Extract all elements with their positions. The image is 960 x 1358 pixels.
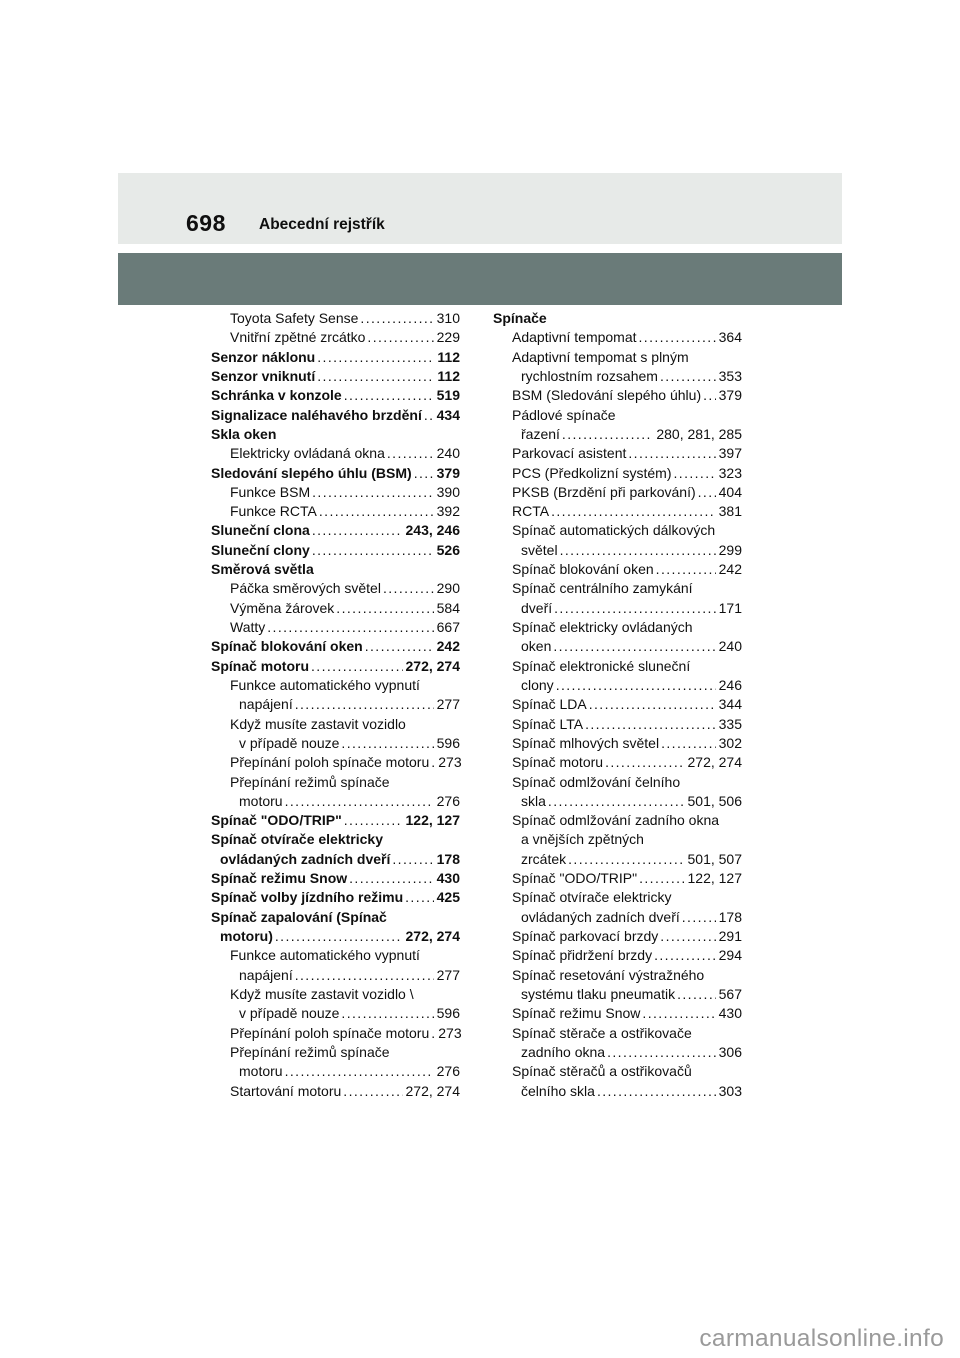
page-number: 584 [436, 599, 460, 616]
index-entry [211, 657, 460, 676]
leader-dots [336, 599, 433, 618]
leader-dots [560, 541, 716, 560]
leader-dots [607, 1043, 716, 1062]
index-entry [493, 792, 742, 811]
page-number: 501, 506 [687, 792, 742, 809]
index-entry [493, 715, 742, 734]
index-entry [493, 985, 742, 1004]
index-entry-label: motoru [239, 1063, 283, 1080]
index-entry-label: Spínač stěračů a ostřikovačů [512, 1063, 692, 1080]
index-entry-label: Senzor náklonu [211, 348, 316, 365]
leader-dots [344, 811, 403, 830]
index-entry-label: čelního skla [521, 1082, 595, 1099]
leader-dots [553, 637, 715, 656]
index-entry [211, 618, 460, 637]
index-entry [493, 966, 742, 985]
page-number: 430 [436, 870, 460, 887]
index-entry [211, 792, 460, 811]
page-title: Abecední rejstřík [259, 216, 385, 233]
index-entry-label: Toyota Safety Sense [230, 310, 359, 326]
index-entry-label: a vnějších zpětných [521, 831, 644, 848]
page-number: 381 [718, 503, 742, 520]
index-entry [211, 464, 460, 483]
page-number: 277 [436, 696, 460, 713]
index-entry-label: Adaptivní tempomat s plným [512, 348, 689, 365]
page-number: 122, 127 [687, 870, 742, 887]
index-entry [211, 541, 460, 560]
index-entry-label: Funkce RCTA [230, 503, 317, 520]
page-number: 112 [437, 348, 460, 365]
leader-dots [312, 541, 434, 560]
leader-dots [677, 985, 716, 1004]
index-columns [211, 309, 742, 1101]
page-number: 392 [436, 503, 460, 520]
leader-dots [341, 734, 433, 753]
index-entry [493, 1062, 742, 1081]
index-column-left [211, 309, 460, 1101]
index-entry [493, 618, 742, 637]
leader-dots [673, 464, 715, 483]
index-entry-label: motoru) [220, 928, 273, 944]
index-entry-label: řazení [521, 425, 560, 442]
leader-dots [367, 328, 433, 347]
index-entry [493, 386, 742, 405]
index-entry [493, 367, 742, 386]
leader-dots [360, 309, 433, 328]
page-number: 272, 274 [405, 928, 460, 944]
page-number: 273 [438, 754, 462, 771]
index-entry-label: Spínač režimu Snow [211, 870, 348, 887]
index-entry-label: Spínač parkovací brzdy [512, 928, 659, 944]
index-entry [211, 1004, 460, 1023]
page-number: 353 [718, 367, 742, 384]
page-number: 242 [436, 638, 460, 655]
page-number: 272, 274 [687, 754, 742, 771]
index-entry-label: Páčka směrových světel [230, 580, 381, 597]
index-entry-label: Watty [230, 619, 266, 635]
leader-dots [682, 908, 716, 927]
leader-dots [317, 348, 434, 367]
leader-dots [628, 444, 715, 463]
index-entry [211, 946, 460, 965]
index-entry [211, 309, 460, 328]
leader-dots [639, 328, 716, 347]
page-number: 667 [436, 619, 460, 635]
page-number: 240 [436, 445, 460, 462]
index-entry-label: Spínač zapalování (Spínač [211, 908, 387, 925]
index-entry [211, 753, 460, 772]
index-entry [211, 483, 460, 502]
index-entry-label: Signalizace naléhavého brzdění [211, 406, 422, 423]
index-entry-label: Přepínání poloh spínače motoru [230, 754, 430, 771]
index-entry [493, 502, 742, 521]
index-entry [211, 1024, 460, 1043]
page-number: 171 [718, 599, 742, 616]
leader-dots [589, 695, 716, 714]
index-entry-label: Spínač centrálního zamykání [512, 580, 693, 597]
index-entry [211, 560, 460, 579]
index-entry-label: Spínač otvírače elektricky [512, 889, 672, 906]
leader-dots [605, 753, 684, 772]
page-number: 596 [436, 1005, 460, 1022]
index-entry [493, 637, 742, 656]
leader-dots [639, 869, 684, 888]
leader-dots [556, 676, 716, 695]
leader-dots [585, 715, 716, 734]
index-entry-label: Spínač LDA [512, 696, 587, 713]
index-entry-label: Spínač "ODO/TRIP" [211, 812, 342, 829]
index-entry-label: Parkovací asistent [512, 445, 627, 462]
index-entry [211, 734, 460, 753]
leader-dots [551, 502, 716, 521]
page-number: 276 [436, 1063, 460, 1080]
leader-dots [365, 637, 434, 656]
index-entry-label: Spínač "ODO/TRIP" [512, 870, 638, 887]
index-entry-label: Vnitřní zpětné zrcátko [230, 329, 366, 346]
index-entry [211, 695, 460, 714]
index-entry [493, 1004, 742, 1023]
page-number: 390 [436, 483, 460, 500]
page-number: 425 [436, 889, 460, 906]
index-entry-label: Spínač stěrače a ostřikovače [512, 1024, 692, 1041]
leader-dots [424, 406, 434, 425]
page-number: 178 [718, 908, 742, 925]
index-entry [211, 966, 460, 985]
index-entry [211, 811, 460, 830]
page-number: 364 [718, 329, 742, 346]
leader-dots [698, 483, 716, 502]
page-number: 240 [718, 638, 742, 655]
page-number: 290 [436, 580, 460, 597]
index-entry [493, 908, 742, 927]
index-entry [493, 541, 742, 560]
index-entry [211, 773, 460, 792]
index-entry-label: Spínač automatických dálkových [512, 522, 716, 539]
page-number: 243, 246 [405, 522, 460, 539]
leader-dots [387, 444, 434, 463]
index-entry-label: Směrová světla [211, 561, 314, 578]
index-entry-label: Funkce automatického vypnutí [230, 947, 420, 964]
index-entry-label: Sluneční clony [211, 541, 310, 558]
leader-dots [344, 386, 434, 405]
index-entry [211, 676, 460, 695]
index-entry [493, 830, 742, 849]
index-entry [211, 908, 460, 927]
page-number: 303 [718, 1082, 742, 1099]
leader-dots [597, 1082, 716, 1101]
index-entry [211, 599, 460, 618]
index-entry-label: Sluneční clona [211, 522, 310, 539]
index-entry-label: Přepínání režimů spínače [230, 1043, 390, 1060]
index-entry-label: Když musíte zastavit vozidlo [230, 715, 406, 732]
index-entry [211, 830, 460, 849]
index-entry [211, 386, 460, 405]
watermark: carmanualsonline.info [699, 1325, 944, 1352]
page-number: 404 [718, 483, 742, 500]
leader-dots [311, 657, 402, 676]
index-entry [211, 425, 460, 444]
index-entry-label: Spínač blokování oken [512, 561, 654, 578]
index-entry-label: Funkce automatického vypnutí [230, 676, 420, 693]
page-number: 122, 127 [405, 812, 460, 829]
index-entry [493, 483, 742, 502]
index-entry-label: Když musíte zastavit vozidlo \ [230, 985, 414, 1002]
index-entry [493, 444, 742, 463]
leader-dots [317, 367, 434, 386]
index-entry-label: Spínač motoru [512, 754, 604, 771]
page-number: 526 [436, 541, 460, 558]
page-number: 299 [718, 541, 742, 558]
page-number: 242 [718, 561, 742, 578]
index-entry [493, 657, 742, 676]
page-number: 430 [718, 1005, 742, 1022]
leader-dots [383, 579, 434, 598]
index-entry-label: Spínač otvírače elektricky [211, 831, 383, 848]
index-entry [493, 695, 742, 714]
index-entry [211, 521, 460, 540]
index-entry-label: Pádlové spínače [512, 406, 616, 423]
index-entry-label: napájení [239, 696, 293, 713]
leader-dots [431, 1024, 435, 1043]
page-number: 567 [718, 985, 742, 1002]
leader-dots [568, 850, 684, 869]
index-entry [211, 850, 460, 869]
index-entry-label: dveří [521, 599, 553, 616]
index-entry-label: systému tlaku pneumatik [521, 985, 676, 1002]
leader-dots [275, 927, 403, 946]
page-number: 178 [436, 850, 460, 867]
index-entry [211, 1082, 460, 1101]
leader-dots [660, 927, 715, 946]
leader-dots [295, 695, 434, 714]
index-entry [211, 406, 460, 425]
index-entry-label: Spínač volby jízdního režimu [211, 889, 404, 906]
page-number: 397 [718, 445, 742, 462]
page-number: 229 [436, 329, 460, 346]
index-entry [211, 888, 460, 907]
index-entry-label: oken [521, 638, 552, 655]
index-entry [493, 1043, 742, 1062]
page-number: 306 [718, 1043, 742, 1060]
index-entry [211, 579, 460, 598]
page-number: 272, 274 [405, 657, 460, 674]
index-entry-label: motoru [239, 792, 283, 809]
index-entry [493, 348, 742, 367]
header-band [118, 173, 842, 244]
index-entry [493, 1024, 742, 1043]
index-entry [211, 637, 460, 656]
index-entry [493, 753, 742, 772]
index-entry-label: Spínač elektricky ovládaných [512, 619, 693, 635]
index-entry-label: Spínač odmlžování zadního okna [512, 812, 720, 829]
leader-dots [703, 386, 716, 405]
page-number: 519 [436, 387, 460, 404]
index-entry [493, 599, 742, 618]
page-number: 294 [718, 947, 742, 964]
page-number: 344 [718, 696, 742, 713]
page-number: 280, 281, 285 [656, 425, 742, 442]
index-entry-label: napájení [239, 966, 293, 983]
index-entry-label: Senzor vniknutí [211, 367, 316, 384]
index-entry-label: zrcátek [521, 850, 567, 867]
index-entry [493, 560, 742, 579]
index-entry-label: světel [521, 541, 558, 558]
index-entry-label: Spínač přidržení brzdy [512, 947, 653, 964]
index-entry [493, 676, 742, 695]
leader-dots [548, 792, 685, 811]
index-entry-label: RCTA [512, 503, 550, 520]
index-entry [493, 850, 742, 869]
page-number: 310 [436, 310, 460, 326]
index-entry-label: Adaptivní tempomat [512, 329, 637, 346]
index-entry-label: v případě nouze [239, 1005, 340, 1022]
index-entry-label: Elektricky ovládaná okna [230, 445, 385, 462]
index-entry-label: Výměna žárovek [230, 599, 335, 616]
index-entry-label: Skla oken [211, 425, 277, 442]
index-entry-label: PCS (Předkolizní systém) [512, 464, 672, 481]
page-number: 596 [436, 734, 460, 751]
page-number-large: 698 [186, 210, 226, 236]
leader-dots [285, 792, 434, 811]
index-entry-label: Spínač LTA [512, 715, 584, 732]
leader-dots [319, 502, 434, 521]
index-entry [493, 773, 742, 792]
index-entry-label: skla [521, 792, 546, 809]
leader-dots [405, 888, 434, 907]
index-entry [493, 521, 742, 540]
leader-dots [642, 1004, 715, 1023]
page-number: 272, 274 [405, 1082, 460, 1099]
leader-dots [661, 734, 716, 753]
leader-dots [312, 483, 434, 502]
index-entry-label: ovládaných zadních dveří [521, 908, 680, 925]
page-number: 379 [718, 387, 742, 404]
index-entry [211, 328, 460, 347]
index-entry-label: Startování motoru [230, 1082, 342, 1099]
index-column-right [493, 309, 742, 1101]
page-number: 112 [437, 367, 460, 384]
page-number: 277 [436, 966, 460, 983]
index-entry [211, 985, 460, 1004]
index-entry [493, 425, 742, 444]
index-entry [211, 1043, 460, 1062]
index-entry-label: Spínač motoru [211, 657, 310, 674]
leader-dots [392, 850, 433, 869]
page-number: 323 [718, 464, 742, 481]
index-entry-label: Spínač resetování výstražného [512, 966, 705, 983]
index-entry [493, 406, 742, 425]
index-entry-label: Spínač režimu Snow [512, 1005, 641, 1022]
index-entry-label: Spínač elektronické sluneční [512, 657, 691, 674]
index-entry-label: Spínač blokování oken [211, 638, 363, 655]
leader-dots [660, 367, 716, 386]
index-entry-label: Spínače [493, 310, 547, 326]
index-entry [493, 328, 742, 347]
index-entry-label: v případě nouze [239, 734, 340, 751]
index-entry [211, 927, 460, 946]
index-entry [493, 579, 742, 598]
page-number: 246 [718, 676, 742, 693]
index-entry-label: Schránka v konzole [211, 387, 342, 404]
page-number: 291 [718, 928, 742, 944]
index-entry [493, 927, 742, 946]
page-number: 501, 507 [687, 850, 742, 867]
leader-dots [312, 521, 403, 540]
index-entry [211, 444, 460, 463]
index-entry-label: Funkce BSM [230, 483, 311, 500]
index-entry-label: Přepínání poloh spínače motoru [230, 1024, 430, 1041]
index-entry [493, 1082, 742, 1101]
index-entry [211, 502, 460, 521]
index-entry-label: BSM (Sledování slepého úhlu) [512, 387, 702, 404]
page-number: 379 [436, 464, 460, 481]
leader-dots [414, 464, 434, 483]
index-entry-label: zadního okna [521, 1043, 606, 1060]
index-entry [211, 869, 460, 888]
leader-dots [285, 1062, 434, 1081]
index-entry-label: Spínač mlhových světel [512, 734, 660, 751]
index-entry [211, 715, 460, 734]
index-entry [493, 464, 742, 483]
index-entry-label: ovládaných zadních dveří [220, 850, 391, 867]
leader-dots [654, 946, 716, 965]
index-entry [493, 811, 742, 830]
leader-dots [267, 618, 433, 637]
index-entry-label: rychlostním rozsahem [521, 367, 658, 384]
leader-dots [343, 1082, 402, 1101]
index-entry-label: Přepínání režimů spínače [230, 773, 390, 790]
index-entry [211, 348, 460, 367]
index-entry [493, 309, 742, 328]
leader-dots [562, 425, 653, 444]
index-entry [493, 946, 742, 965]
section-divider-bar [118, 253, 842, 305]
index-entry-label: clony [521, 676, 554, 693]
index-entry [493, 888, 742, 907]
page-number: 302 [718, 734, 742, 751]
leader-dots [349, 869, 434, 888]
index-entry [493, 869, 742, 888]
index-entry-label: Sledování slepého úhlu (BSM) [211, 464, 412, 481]
page-number: 434 [436, 406, 460, 423]
page-number: 273 [438, 1024, 462, 1041]
leader-dots [341, 1004, 433, 1023]
leader-dots [295, 966, 434, 985]
leader-dots [554, 599, 716, 618]
index-entry-label: PKSB (Brzdění při parkování) [512, 483, 696, 500]
index-entry [211, 1062, 460, 1081]
page-number: 276 [436, 792, 460, 809]
leader-dots [656, 560, 716, 579]
page-number: 335 [718, 715, 742, 732]
index-entry [493, 734, 742, 753]
index-entry-label: Spínač odmlžování čelního [512, 773, 681, 790]
index-entry [211, 367, 460, 386]
leader-dots [431, 753, 435, 772]
